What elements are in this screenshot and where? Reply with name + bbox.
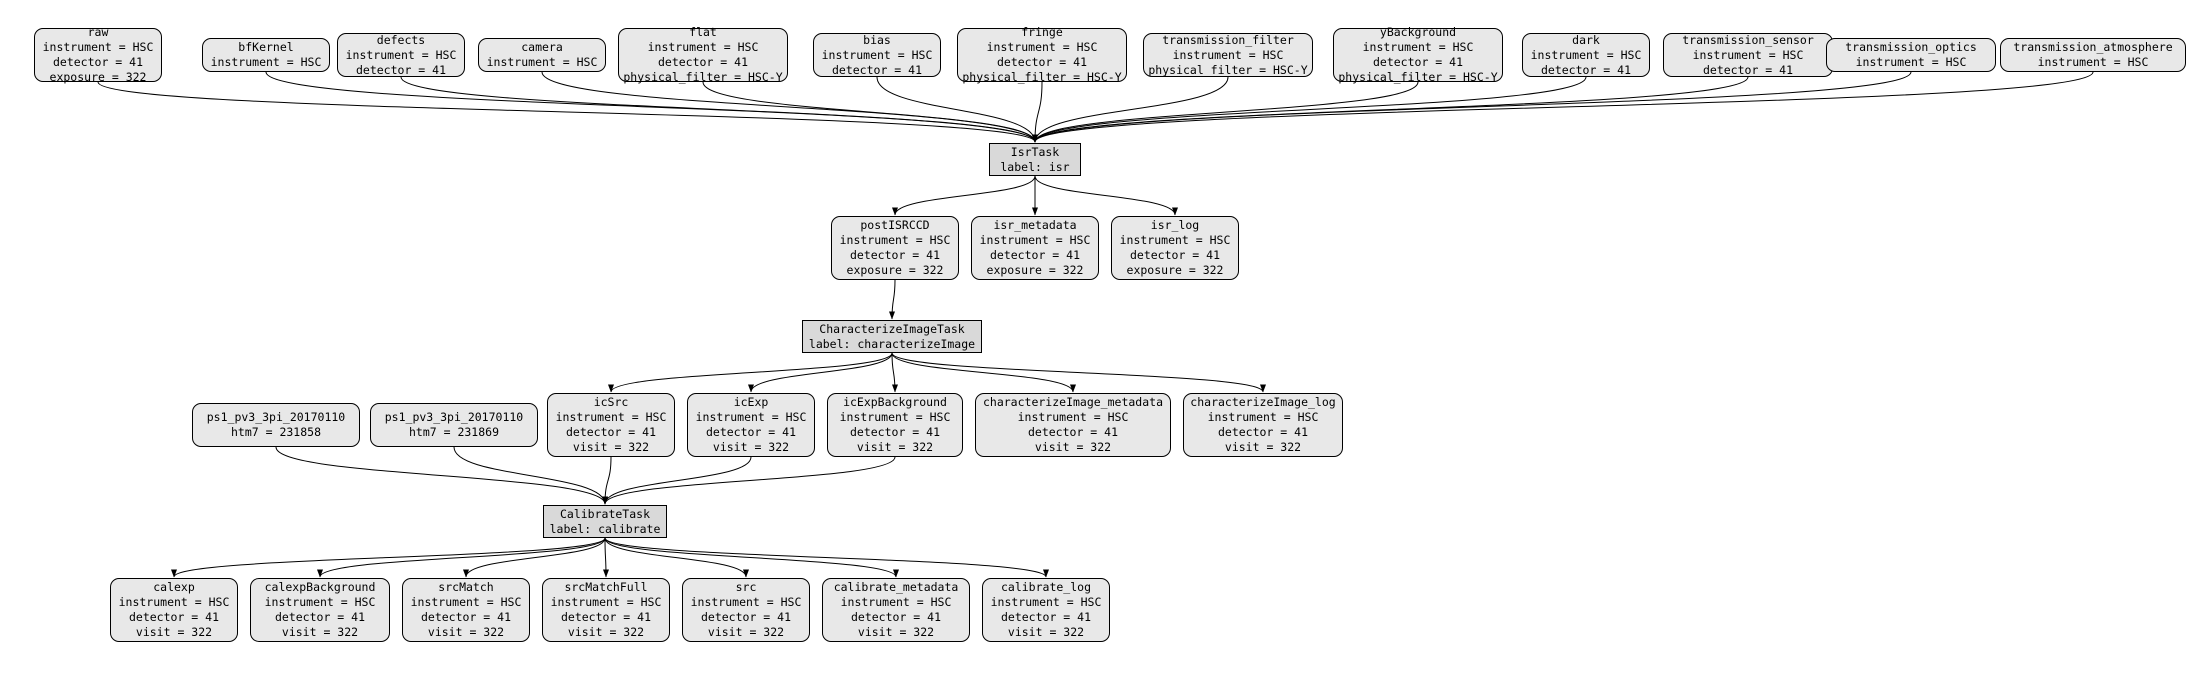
node-detail: detector = 41	[560, 610, 651, 624]
node-detail: physical_filter = HSC-Y	[962, 70, 1122, 84]
node-detail: instrument = HSC	[647, 40, 759, 54]
edge-fringe-to-isrtask	[1035, 82, 1042, 142]
node-detail: htm7 = 231858	[230, 425, 321, 439]
dataset-node-postisrccd[interactable]	[831, 216, 959, 280]
edge-calibratetask-to-src	[605, 538, 746, 577]
dataset-node-dark[interactable]	[1522, 33, 1650, 77]
node-title: dark	[1572, 32, 1600, 47]
node-detail: detector = 41	[850, 610, 941, 624]
node-title: raw	[87, 25, 109, 39]
dataset-node-transmission_filter[interactable]	[1143, 33, 1313, 77]
dataset-node-isr_metadata[interactable]	[971, 216, 1099, 280]
node-title: transmission_optics	[1845, 40, 1977, 54]
dataset-node-transmission_sensor[interactable]	[1663, 33, 1833, 77]
node-title: isr_metadata	[993, 218, 1077, 232]
dataset-node-fringe[interactable]	[957, 25, 1127, 84]
edge-transmission_filter-to-isrtask	[1035, 77, 1228, 142]
node-detail: instrument = HSC	[410, 595, 522, 609]
node-detail: visit = 322	[281, 625, 359, 639]
node-title: srcMatchFull	[564, 580, 648, 594]
edge-characterizeimagetask-to-characterizeimage_log	[892, 353, 1263, 392]
node-detail: exposure = 322	[49, 70, 147, 84]
dataset-node-transmission_atmosphere[interactable]	[2000, 38, 2186, 72]
edge-bias-to-isrtask	[877, 77, 1035, 142]
edge-postisrccd-to-characterizeimagetask	[892, 280, 895, 319]
dataset-node-characterizeimage_log[interactable]	[1183, 393, 1343, 457]
edge-characterizeimagetask-to-icsrc	[611, 353, 892, 392]
node-detail: instrument = HSC	[1855, 55, 1967, 69]
edge-isrtask-to-isr_log	[1035, 176, 1175, 215]
dataset-node-src[interactable]	[682, 578, 810, 642]
node-detail: visit = 322	[572, 440, 650, 454]
dataset-node-transmission_optics[interactable]	[1826, 38, 1996, 72]
node-detail: instrument = HSC	[1172, 47, 1284, 62]
node-title: characterizeImage_log	[1190, 395, 1336, 409]
node-detail: detector = 41	[831, 62, 922, 77]
node-detail: instrument = HSC	[264, 595, 376, 609]
node-detail: exposure = 322	[986, 263, 1084, 277]
node-detail: physical_filter = HSC-Y	[1148, 62, 1308, 77]
node-detail: detector = 41	[1000, 610, 1091, 624]
node-detail: label: calibrate	[549, 521, 661, 536]
node-detail: physical_filter = HSC-Y	[623, 70, 783, 84]
node-detail: instrument = HSC	[2037, 55, 2149, 69]
node-detail: detector = 41	[1027, 425, 1118, 439]
node-detail: visit = 322	[1224, 440, 1302, 454]
dataset-node-bias[interactable]	[813, 33, 941, 77]
dataset-node-icexp[interactable]	[687, 393, 815, 457]
dataset-node-calibrate_log[interactable]	[982, 578, 1110, 642]
edge-flat-to-isrtask	[703, 82, 1035, 142]
node-detail: instrument = HSC	[1119, 233, 1231, 247]
node-title: defects	[376, 32, 426, 47]
node-detail: visit = 322	[857, 625, 935, 639]
node-detail: instrument = HSC	[1362, 40, 1474, 54]
dataset-node-ps1_b[interactable]	[370, 403, 538, 447]
edge-calibratetask-to-calexp	[174, 538, 605, 577]
node-detail: instrument = HSC	[986, 40, 1098, 54]
node-detail: detector = 41	[1372, 55, 1463, 69]
task-node-characterizeimagetask[interactable]	[802, 320, 982, 353]
edge-dark-to-isrtask	[1035, 77, 1586, 142]
edge-calibratetask-to-calexpbackground	[320, 538, 605, 577]
node-title: yBackground	[1379, 25, 1457, 39]
node-title: transmission_atmosphere	[2013, 40, 2173, 54]
node-detail: instrument = HSC	[1207, 410, 1319, 424]
node-title: calibrate_metadata	[833, 580, 959, 594]
edge-icexpbackground-to-calibratetask	[605, 457, 895, 504]
node-detail: detector = 41	[1129, 248, 1220, 262]
node-detail: detector = 41	[1702, 62, 1793, 77]
node-title: isr_log	[1150, 218, 1200, 232]
dataset-node-icexpbackground[interactable]	[827, 393, 963, 457]
node-detail: detector = 41	[1540, 62, 1631, 77]
node-detail: instrument = HSC	[118, 595, 230, 609]
edge-calibratetask-to-calibrate_metadata	[605, 538, 896, 577]
dataset-node-srcmatch[interactable]	[402, 578, 530, 642]
node-detail: detector = 41	[274, 610, 365, 624]
node-detail: detector = 41	[565, 425, 656, 439]
node-title: src	[735, 580, 757, 594]
edge-defects-to-isrtask	[401, 77, 1035, 142]
node-detail: instrument = HSC	[821, 47, 933, 62]
edge-calibratetask-to-srcmatch	[466, 538, 605, 577]
node-detail: instrument = HSC	[840, 595, 952, 609]
node-detail: visit = 322	[707, 625, 785, 639]
edge-calibratetask-to-srcmatchfull	[605, 538, 606, 577]
edge-transmission_atmosphere-to-isrtask	[1035, 72, 2093, 142]
node-detail: visit = 322	[1034, 440, 1112, 454]
node-detail: instrument = HSC	[1017, 410, 1129, 424]
dataset-node-raw[interactable]	[34, 25, 162, 84]
node-detail: instrument = HSC	[345, 47, 457, 62]
task-node-isrtask[interactable]	[989, 143, 1081, 176]
node-detail: visit = 322	[1007, 625, 1085, 639]
node-detail: detector = 41	[52, 55, 143, 69]
node-detail: detector = 41	[989, 248, 1080, 262]
edge-ybackground-to-isrtask	[1035, 82, 1418, 142]
dataset-node-ybackground[interactable]	[1333, 25, 1503, 84]
node-detail: detector = 41	[420, 610, 511, 624]
dataset-node-calexpbackground[interactable]	[250, 578, 390, 642]
node-title: CalibrateTask	[559, 506, 650, 521]
node-detail: instrument = HSC	[1692, 47, 1804, 62]
node-detail: instrument = HSC	[550, 595, 662, 609]
dataset-node-ps1_a[interactable]	[192, 403, 360, 447]
node-title: fringe	[1021, 25, 1063, 39]
node-detail: instrument = HSC	[42, 40, 154, 54]
node-detail: htm7 = 231869	[408, 425, 499, 439]
node-detail: detector = 41	[849, 425, 940, 439]
node-title: camera	[521, 40, 563, 54]
node-title: transmission_sensor	[1682, 32, 1814, 47]
node-detail: visit = 322	[567, 625, 645, 639]
node-title: bfKernel	[238, 40, 294, 54]
node-detail: detector = 41	[355, 62, 446, 77]
node-detail: visit = 322	[712, 440, 790, 454]
node-detail: detector = 41	[700, 610, 791, 624]
node-detail: instrument = HSC	[979, 233, 1091, 247]
node-detail: visit = 322	[427, 625, 505, 639]
edge-transmission_sensor-to-isrtask	[1035, 77, 1748, 142]
dataset-node-characterizeimage_metadata[interactable]	[975, 393, 1171, 457]
node-detail: detector = 41	[1217, 425, 1308, 439]
edge-raw-to-isrtask	[98, 82, 1035, 142]
node-detail: visit = 322	[135, 625, 213, 639]
node-detail: instrument = HSC	[486, 55, 598, 69]
node-title: icExpBackground	[843, 395, 947, 409]
dataset-node-defects[interactable]	[337, 33, 465, 77]
node-detail: instrument = HSC	[555, 410, 667, 424]
node-detail: detector = 41	[705, 425, 796, 439]
edge-characterizeimagetask-to-characterizeimage_metadata	[892, 353, 1073, 392]
node-detail: visit = 322	[856, 440, 934, 454]
edge-camera-to-isrtask	[542, 72, 1035, 142]
node-title: icSrc	[593, 395, 629, 409]
node-detail: exposure = 322	[846, 263, 944, 277]
node-title: calexpBackground	[264, 580, 376, 594]
node-title: ps1_pv3_3pi_20170110	[384, 410, 524, 424]
edge-calibratetask-to-calibrate_log	[605, 538, 1046, 577]
node-detail: detector = 41	[128, 610, 219, 624]
node-title: bias	[863, 32, 891, 47]
node-title: transmission_filter	[1162, 32, 1294, 47]
node-detail: instrument = HSC	[1530, 47, 1642, 62]
dataset-node-icsrc[interactable]	[547, 393, 675, 457]
node-title: icExp	[733, 395, 769, 409]
node-title: ps1_pv3_3pi_20170110	[206, 410, 346, 424]
dataset-node-flat[interactable]	[618, 25, 788, 84]
node-detail: detector = 41	[657, 55, 748, 69]
node-title: srcMatch	[438, 580, 494, 594]
task-node-calibratetask[interactable]	[543, 505, 667, 538]
node-title: IsrTask	[1010, 144, 1060, 159]
node-detail: detector = 41	[996, 55, 1087, 69]
node-title: CharacterizeImageTask	[819, 321, 965, 336]
node-detail: instrument = HSC	[990, 595, 1102, 609]
edge-characterizeimagetask-to-icexp	[751, 353, 892, 392]
node-detail: instrument = HSC	[690, 595, 802, 609]
node-detail: exposure = 322	[1126, 263, 1224, 277]
node-detail: instrument = HSC	[695, 410, 807, 424]
node-detail: detector = 41	[849, 248, 940, 262]
node-detail: instrument = HSC	[839, 233, 951, 247]
node-title: calexp	[153, 580, 195, 594]
dataset-node-isr_log[interactable]	[1111, 216, 1239, 280]
edge-isrtask-to-postisrccd	[895, 176, 1035, 215]
node-title: calibrate_log	[1000, 580, 1091, 594]
edge-icexp-to-calibratetask	[605, 457, 751, 504]
node-detail: label: characterizeImage	[808, 336, 976, 351]
dataset-node-calexp[interactable]	[110, 578, 238, 642]
node-title: postISRCCD	[860, 218, 930, 232]
edge-icsrc-to-calibratetask	[605, 457, 611, 504]
edge-characterizeimagetask-to-icexpbackground	[892, 353, 895, 392]
node-detail: label: isr	[1000, 159, 1070, 174]
dataset-node-srcmatchfull[interactable]	[542, 578, 670, 642]
dataset-node-calibrate_metadata[interactable]	[822, 578, 970, 642]
dataset-node-camera[interactable]	[478, 38, 606, 72]
node-title: flat	[689, 25, 717, 39]
node-detail: physical_filter = HSC-Y	[1338, 70, 1498, 84]
node-title: characterizeImage_metadata	[982, 395, 1163, 409]
dataset-node-bfkernel[interactable]	[202, 38, 330, 72]
node-detail: instrument = HSC	[839, 410, 951, 424]
node-detail: instrument = HSC	[210, 55, 322, 69]
